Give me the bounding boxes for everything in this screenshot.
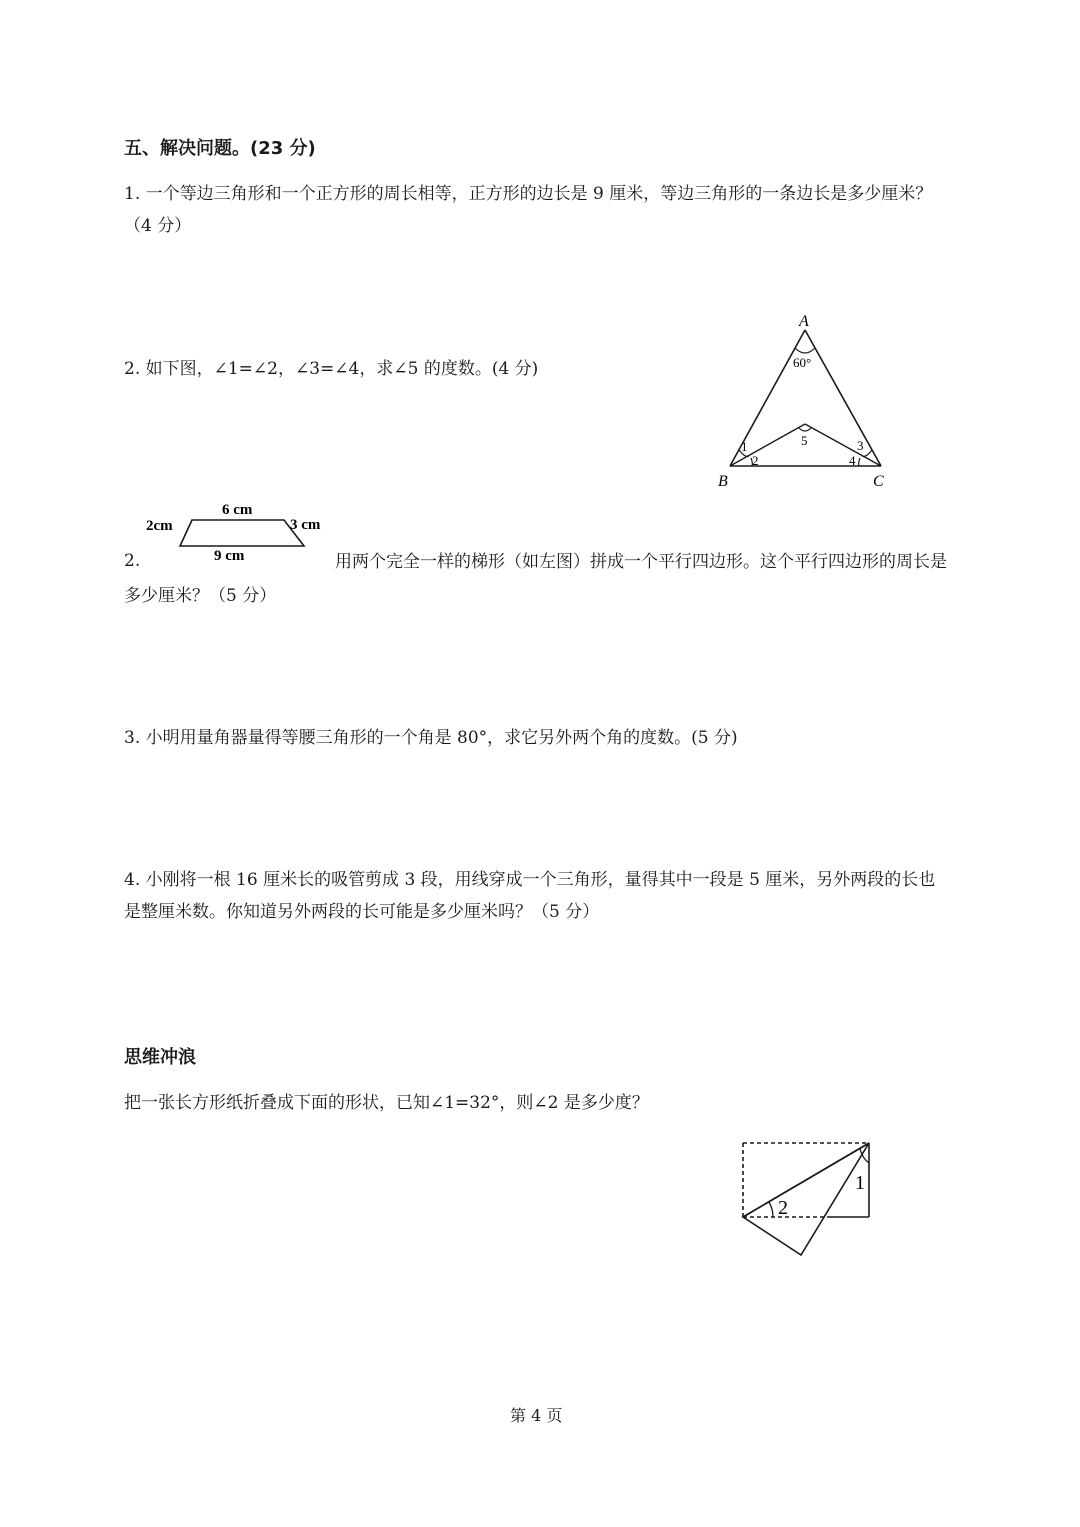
folded-paper-figure bbox=[735, 1135, 880, 1265]
angle-2-arc bbox=[769, 1202, 773, 1217]
section-title: 五、解决问题。(23 分) bbox=[124, 138, 316, 159]
trapezoid-right-label: 3 cm bbox=[290, 517, 321, 533]
angle-5-label: 5 bbox=[801, 433, 808, 448]
angle-a-label: 60° bbox=[793, 355, 812, 370]
question-2-trapezoid-number: 2. bbox=[124, 551, 141, 571]
trapezoid-shape bbox=[180, 520, 304, 546]
angle-2-label: 2 bbox=[752, 453, 759, 468]
angle-a-arc bbox=[795, 348, 815, 353]
folded-flap bbox=[743, 1143, 869, 1255]
trapezoid-bottom-label: 9 cm bbox=[214, 548, 245, 564]
vertex-a-label: A bbox=[799, 313, 809, 330]
question-3: 3. 小明用量角器量得等腰三角形的一个角是 80°，求它另外两个角的度数。(5 分) bbox=[124, 728, 738, 748]
angle-4-label: 4 bbox=[849, 453, 856, 468]
angle-5-arc bbox=[799, 428, 811, 431]
angle-3-label: 3 bbox=[857, 438, 864, 453]
angle-3-arc bbox=[862, 450, 872, 456]
question-4: 4. 小刚将一根 16 厘米长的吸管剪成 3 段，用线穿成一个三角形，量得其中一段是 5 厘米，另外两段的长也是整厘米数。你知道另外两段的长可能是多少厘米吗？（5 分） bbox=[124, 870, 936, 922]
triangle-figure bbox=[715, 308, 900, 493]
vertex-b-label: B bbox=[718, 473, 728, 490]
angle-1-label: 1 bbox=[855, 1172, 865, 1194]
bonus-question: 把一张长方形纸折叠成下面的形状，已知∠1=32°，则∠2 是多少度？ bbox=[124, 1093, 649, 1113]
angle-2-label: 2 bbox=[778, 1197, 788, 1219]
trapezoid-left-label: 2cm bbox=[146, 518, 173, 534]
page-number: 第 4 页 bbox=[510, 1406, 563, 1425]
angle-4-arc bbox=[859, 458, 860, 466]
trapezoid-top-label: 6 cm bbox=[222, 502, 253, 518]
question-2-trapezoid: 用两个完全一样的梯形（如左图）拼成一个平行四边形。这个平行四边形的周长是多少厘米？（5 分） bbox=[124, 552, 947, 606]
bonus-title: 思维冲浪 bbox=[124, 1047, 196, 1068]
vertex-c-label: C bbox=[873, 473, 884, 490]
angle-1-label: 1 bbox=[741, 439, 748, 454]
question-1: 1. 一个等边三角形和一个正方形的周长相等，正方形的边长是 9 厘米，等边三角形的一条边长是多少厘米？（4 分） bbox=[124, 184, 933, 236]
question-2-angles: 2. 如下图，∠1=∠2，∠3=∠4，求∠5 的度数。(4 分) bbox=[124, 359, 539, 379]
